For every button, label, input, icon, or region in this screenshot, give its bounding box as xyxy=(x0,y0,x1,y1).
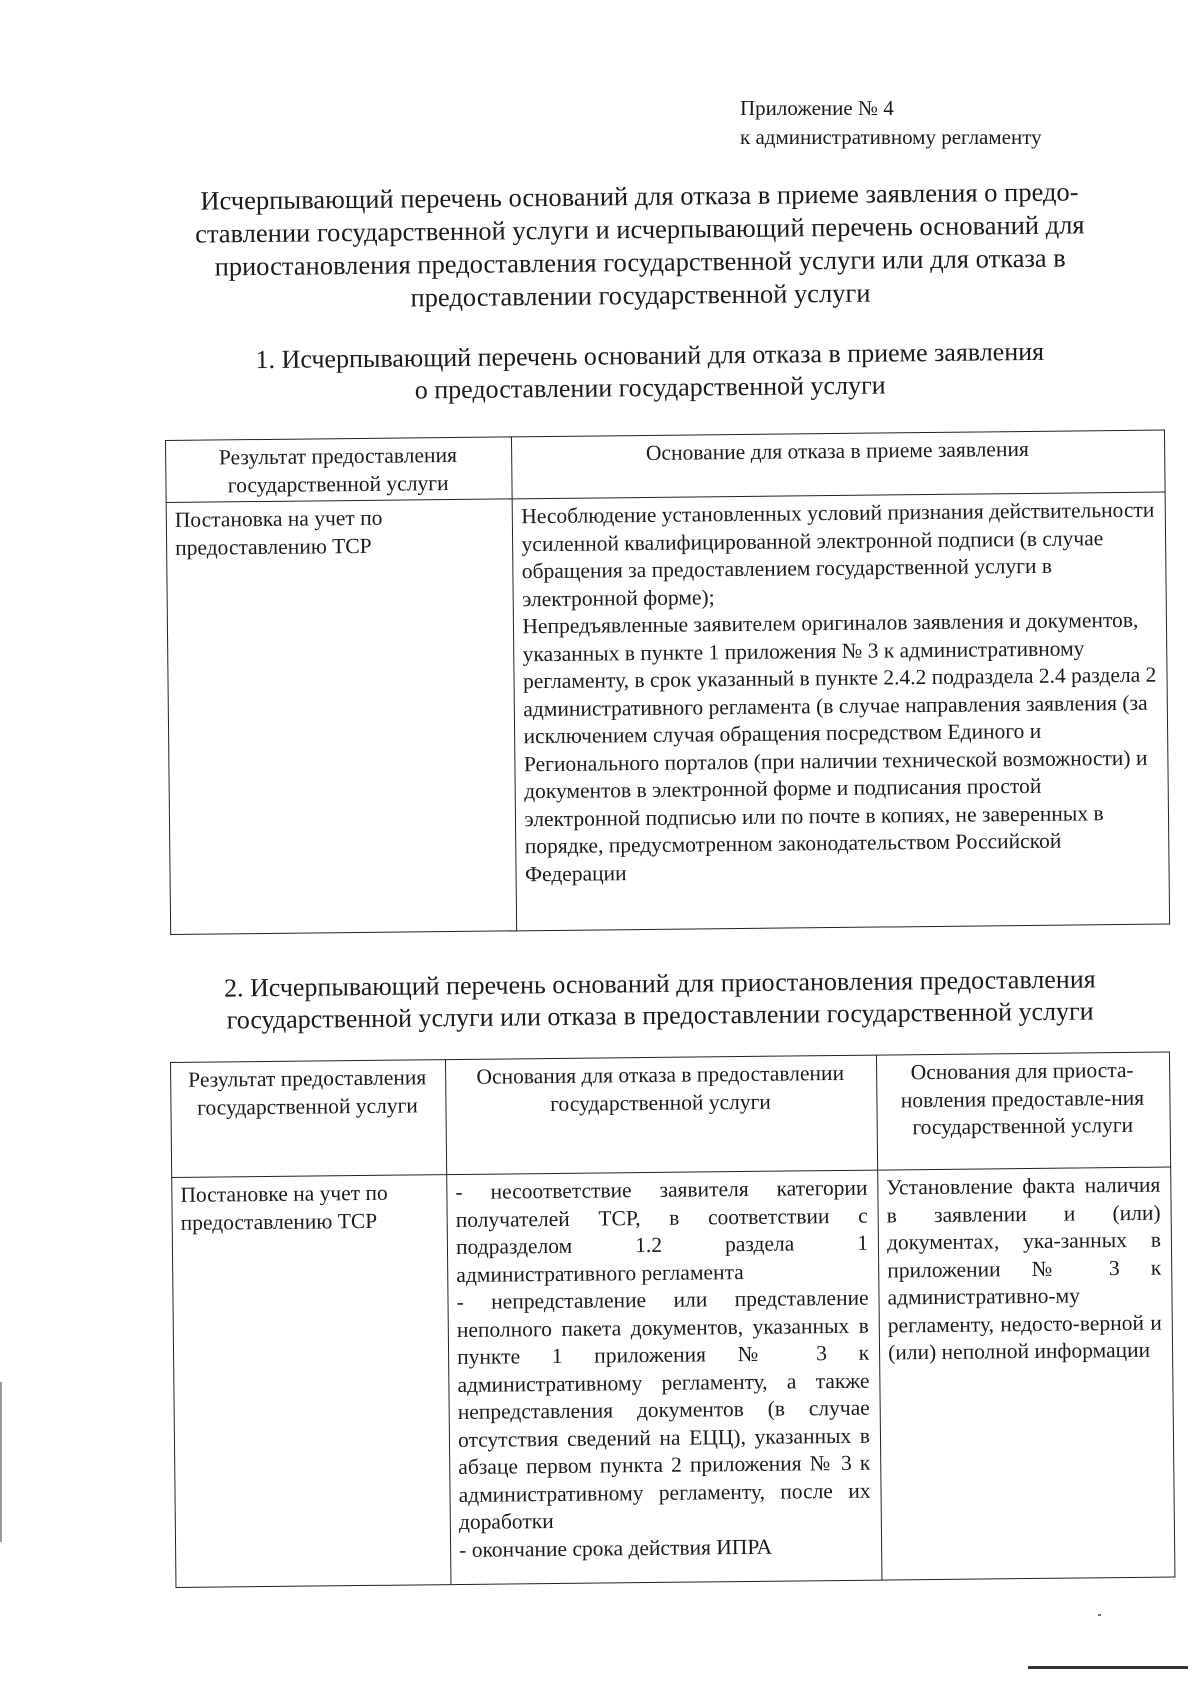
scan-edge-line xyxy=(1028,1666,1188,1669)
section-2-title xyxy=(200,963,1121,1037)
title-line: приостановления предоставления государственной услуги или для отказа в xyxy=(214,242,1066,282)
refusal-basis-paragraph: - непредставление или представление неполного пакета документов, указанных в пункте 1 приложения № 3 к административному регламенту, а также непредставления документов (в случае отсутствия сведений на ЕЦЦ), указанных в абзаце первом пункта 2 приложения № 3 к административному регламенту, после их доработки xyxy=(456,1285,871,1534)
document-title xyxy=(149,175,1130,317)
header-result: Результат предоставления государственной услуги xyxy=(166,437,513,503)
table-header-row xyxy=(166,430,1166,502)
suspension-grounds-table xyxy=(170,1052,1175,1588)
title-line: предоставлении государственной услуги xyxy=(410,277,871,313)
annex-number: Приложение № 4 xyxy=(740,96,894,120)
section-1-title-line: о предоставлении государственной услуги xyxy=(414,370,886,405)
header-suspension-basis: Основания для приоста-новления предоставле-ния государственной услуги xyxy=(877,1052,1171,1170)
annex-header xyxy=(740,94,1042,152)
cell-refusal-basis xyxy=(447,1170,882,1584)
cell-result: Постановке на учет по предоставлению ТСР xyxy=(172,1175,451,1588)
refusal-basis-paragraph: Непредъявленные заявителем оригиналов заявления и документов, указанных в пункте 1 приложения № 3 к административному регламенту, в срок указанный в пункте 2.4.2 подраздела 2.4 раздела 2 административного регламента (в случае направления заявления (за исключением случая обращения посредством Единого и Регионального порталов (при наличии технической возможности) и документов в электронной форме и подписания простой электронной подписью или по почте в копиях, не заверенных в порядке, предусмотренном законодательством Российской Федерации xyxy=(522,607,1157,886)
refusal-basis-paragraph: Несоблюдение установленных условий признания действительности усиленной квалифицированной электронной подписи (в случае обращения за предоставлением государственной услуги в электронной форме); xyxy=(521,497,1155,611)
scan-margin-line xyxy=(0,1382,2,1542)
header-refusal-basis: Основание для отказа в приеме заявления xyxy=(512,430,1165,499)
section-1-title-line: 1. Исчерпывающий перечень оснований для отказа в приеме заявления xyxy=(255,336,1045,375)
cell-refusal-basis xyxy=(513,492,1170,931)
refusal-basis-paragraph: - несоответствие заявителя категории получателей ТСР, в соответствии с подразделом 1.2 раздела 1 административного регламента xyxy=(455,1175,869,1287)
section-2-title-line: 2. Исчерпывающий перечень оснований для приостановления предоставления xyxy=(223,964,1096,1003)
refusal-basis-paragraph: - окончание срока действия ИПРА xyxy=(459,1534,773,1562)
refusal-grounds-table xyxy=(165,430,1170,935)
section-2-title-line: государственной услуги или отказа в предоставлении государственной услуги xyxy=(226,996,1094,1035)
table-row xyxy=(172,1167,1175,1587)
header-refusal-basis: Основания для отказа в предоставлении государственной услуги xyxy=(446,1055,878,1175)
scan-speck xyxy=(1098,1614,1101,1616)
table-header-row xyxy=(171,1052,1171,1177)
table-row xyxy=(166,492,1169,934)
section-1-title xyxy=(230,336,1071,409)
annex-reference: к административному регламенту xyxy=(740,125,1042,149)
title-line: Исчерпывающий перечень оснований для отказа в приеме заявления о предо- xyxy=(200,176,1079,216)
title-line: ставлении государственной услуги и исчерпывающий перечень оснований для xyxy=(194,209,1085,249)
cell-suspension-basis: Установление факта наличия в заявлении и (или) документах, ука-занных в приложении № 3 к административно-му регламенту, недосто-верной и (или) неполной информации xyxy=(878,1167,1175,1580)
header-result: Результат предоставления государственной услуги xyxy=(171,1060,447,1178)
cell-result: Постановка на учет по предоставлению ТСР xyxy=(166,499,517,935)
